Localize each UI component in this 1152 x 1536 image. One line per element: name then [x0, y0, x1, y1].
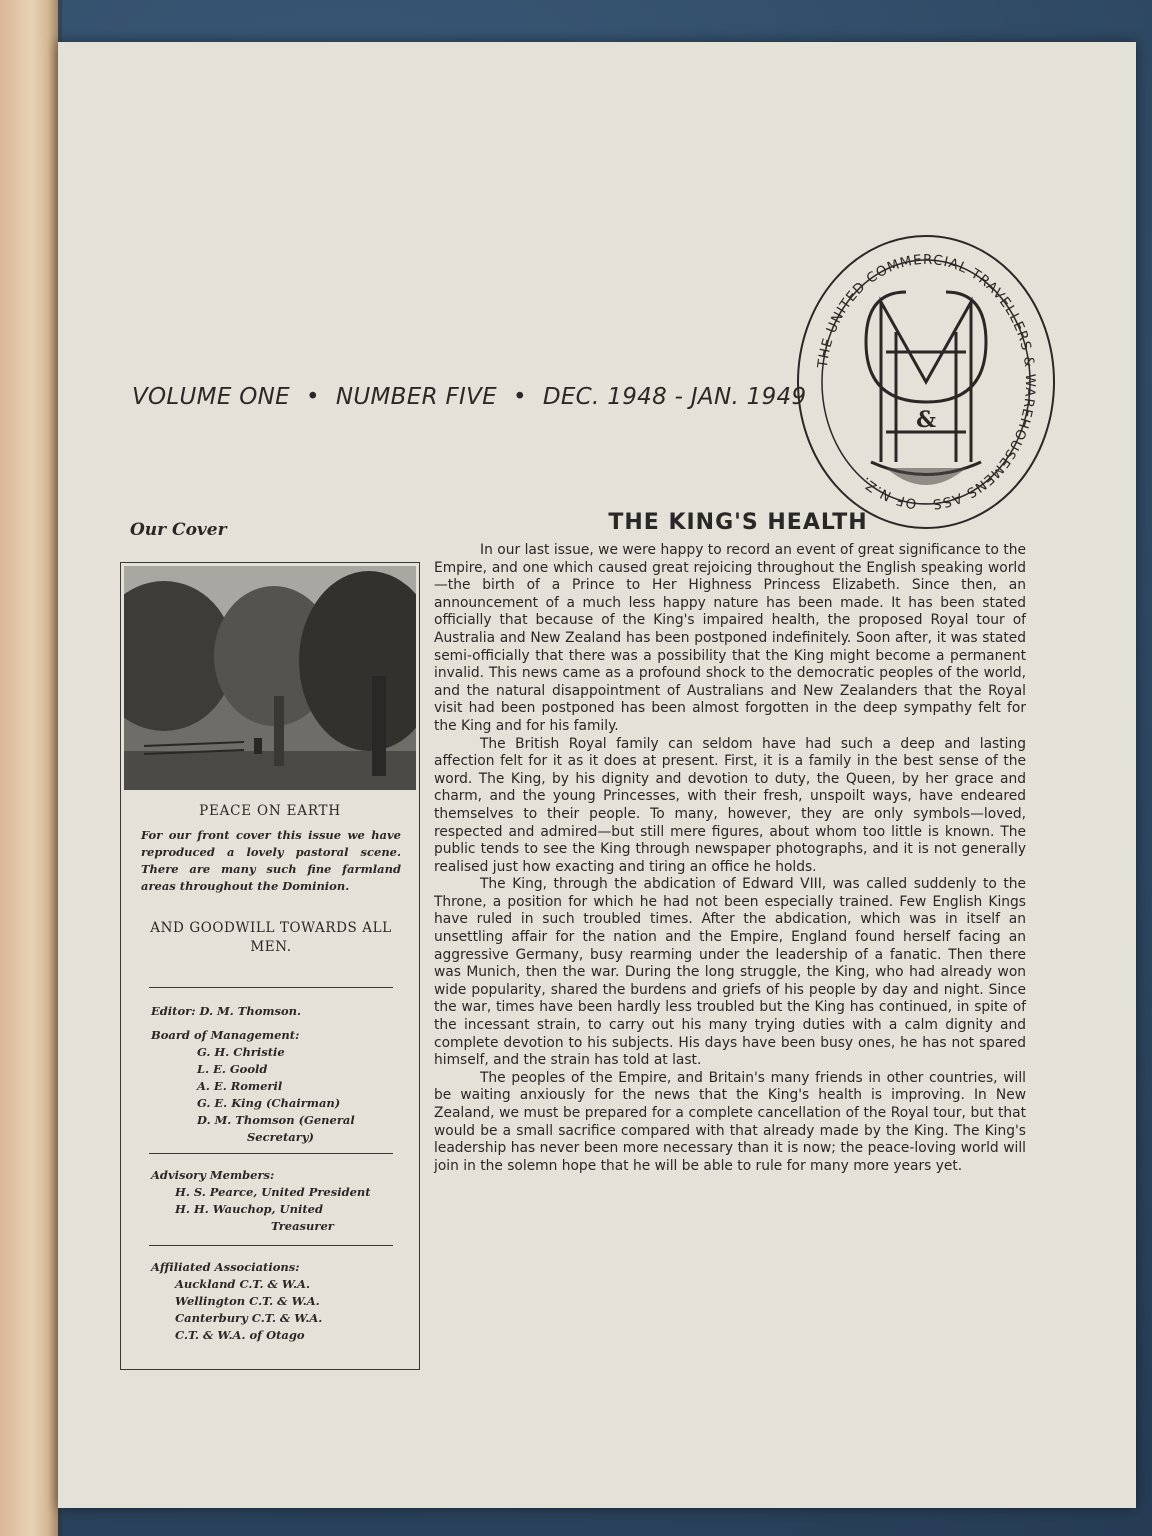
issue-line	[132, 384, 852, 410]
article-paragraph: The King, through the abdication of Edward VIII, was called suddenly to the Throne, a position for which he had not been especially trained. Few English Kings have ruled in such troubled times. After the abdication, which was in itself an unsettling affair for the nation and the Empire, England found herself facing an aggressive Germany, busy rearming under the leadership of a fanatic. Then there was Munich, then the war. During the long struggle, the King, who had already won wide popularity, shared the burdens and griefs of his people by day and night. Since the war, times have been hardly less troubled but the King has continued, in spite of the incessant strain, to carry out his many trying duties with a calm dignity and complete devotion to his subjects. His days have been busy ones, he has not spared himself, and the strain has told at last.	[434, 876, 1026, 1069]
cover-sidebar	[120, 562, 420, 1370]
affiliated-heading: Affiliated Associations:	[151, 1260, 300, 1274]
affiliated-association: Canterbury C.T. & W.A.	[175, 1311, 323, 1325]
board-member: G. E. King (Chairman)	[197, 1096, 341, 1110]
board-member: Secretary)	[247, 1130, 314, 1144]
divider	[149, 1245, 393, 1246]
advisory-member: Treasurer	[271, 1219, 334, 1233]
board-member: A. E. Romeril	[197, 1079, 283, 1093]
article-body	[434, 542, 1026, 1175]
cover-photo	[124, 566, 416, 790]
issue-dates: DEC. 1948 - JAN. 1949	[542, 384, 807, 410]
caption-title: PEACE ON EARTH	[199, 803, 341, 819]
board-member: G. H. Christie	[197, 1045, 285, 1059]
advisory-heading: Advisory Members:	[151, 1168, 275, 1182]
association-emblem-icon	[786, 232, 1066, 532]
board-heading: Board of Management:	[151, 1028, 300, 1042]
divider	[149, 987, 393, 988]
emblem-ampersand: &	[916, 407, 936, 433]
emblem-ring-text: THE UNITED COMMERCIAL TRAVELLERS & WAREHOUSEMENS ASS—OF N.Z.	[814, 251, 1039, 513]
separator-dot: •	[306, 384, 320, 410]
number-label: NUMBER FIVE	[335, 384, 497, 410]
article-paragraph: In our last issue, we were happy to record an event of great significance to the Empire, and one which caused great rejoicing throughout the English speaking world—the birth of a Prince to Her Highness Princess Elizabeth. Since then, an announcement of a much less happy nature has been made. It has been stated officially that because of the King's impaired health, the proposed Royal tour of Australia and New Zealand has been postponed indefinitely. Soon after, it was stated semi-officially that there was a possibility that the King might become a permanent invalid. This news came as a profound shock to the democratic peoples of the world, and the natural disappointment of Australians and New Zealanders that the Royal visit had been postponed has been almost forgotten in the deep sympathy felt for the King and for his family.	[434, 542, 1026, 734]
separator-dot: •	[512, 384, 527, 410]
board-section	[151, 1027, 401, 1146]
advisory-section	[151, 1167, 401, 1235]
volume-label: VOLUME ONE	[132, 384, 291, 410]
caption-text: For our front cover this issue we have reproduced a lovely pastoral scene. There are many such fine farmland areas throughout the Dominion.	[141, 828, 401, 893]
our-cover-heading: Our Cover	[130, 520, 227, 540]
caption-goodwill: AND GOODWILL TOWARDS ALL MEN.	[150, 920, 392, 955]
advisory-member: H. H. Wauchop, United	[175, 1202, 323, 1216]
editor-line: Editor: D. M. Thomson.	[151, 1004, 302, 1018]
affiliated-association: Wellington C.T. & W.A.	[175, 1294, 320, 1308]
affiliated-association: Auckland C.T. & W.A.	[175, 1277, 310, 1291]
article-paragraph: The peoples of the Empire, and Britain's many friends in other countries, will be waiting anxiously for the news that the King's health is improving. In New Zealand, we must be prepared for a complete cancellation of the Royal tour, but that would be a small sacrifice compared with that already made by the King. The King's leadership has never been more necessary than it is now; the peace-loving world will join in the solemn hope that he will be able to rule for many more years yet.	[434, 1069, 1026, 1174]
advisory-member: H. S. Pearce, United President	[175, 1185, 371, 1199]
article-title: THE KING'S HEALTH	[608, 510, 868, 535]
article-paragraph: The British Royal family can seldom have had such a deep and lasting affection felt for it as it does at present. First, it is a family in the best sense of the word. The King, by his dignity and devotion to duty, the Queen, by her grace and charm, and the young Princesses, with their fresh, unspoilt ways, have endeared themselves to their people. To many, however, they are only symbols—loved, respected and admired—but still mere figures, about whom too little is known. The public tends to see the King through newspaper photographs, and it is not generally realised just how exacting and tiring an office he holds.	[434, 735, 1026, 875]
board-member: L. E. Goold	[197, 1062, 268, 1076]
pastoral-scene-image	[124, 566, 416, 790]
board-member: D. M. Thomson (General	[197, 1113, 355, 1127]
affiliated-section	[151, 1259, 401, 1344]
magazine-page	[58, 42, 1136, 1508]
divider	[149, 1153, 393, 1154]
affiliated-association: C.T. & W.A. of Otago	[175, 1328, 305, 1342]
